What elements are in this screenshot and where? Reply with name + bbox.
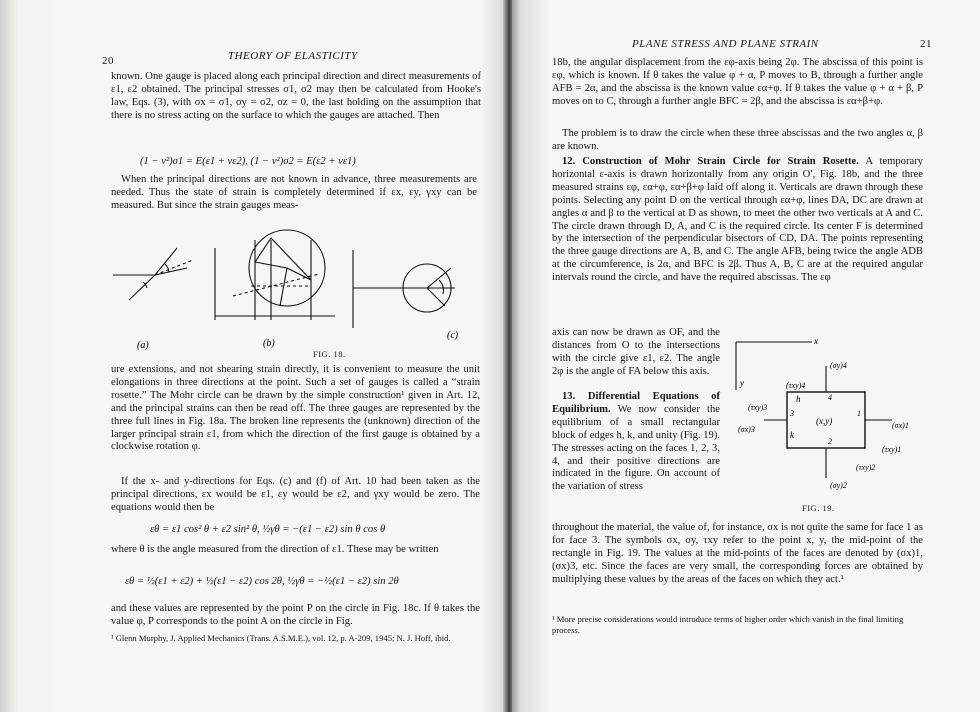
right-page-number: 21 xyxy=(920,38,932,50)
fig19-sx3: (σx)3 xyxy=(738,425,755,434)
right-paragraph-6: throughout the material, the value of, for instance, σx is not quite the same for face 1 as for face 3. The symbols σx, σy, τxy refer to the point x, y, the mid-point of the rectangle in Fig. 19. The values at the mid-points of the faces are denoted by (σx)1, (σx)3, etc. Since the faces are very small, the corresponding forces are obtained by multiplying these values by the areas of the faces on which they act.¹ xyxy=(552,522,923,585)
left-paragraph-6: and these values are represented by the point P on the circle in Fig. 18c. If θ takes the value φ, P corresponds to the point A on the circle in Fig. xyxy=(111,603,480,627)
right-paragraph-1: 18b, the angular displacement from the εφ-axis being 2φ. The abscissa of this point is εφ, which is known. If θ takes the value φ + α, P moves to B, through a further angle AFB = 2α, and the abscissa is the known value εα+φ. If θ takes the value φ + α + β, P moves on to C, through a further angle BFC = 2β, and the abscissa is εα+β+φ. xyxy=(552,57,923,107)
figure-18-caption: FIG. 18. xyxy=(313,349,346,359)
fig19-y-label: y xyxy=(740,378,744,388)
fig19-txy2: (τxy)2 xyxy=(856,463,876,472)
section-12-title: 12. Construction of Mohr Strain Circle for Strain Rosette. xyxy=(562,156,859,167)
figure-18b-construction xyxy=(215,230,335,320)
left-equation-2: εθ = ε1 cos² θ + ε2 sin² θ, ½γθ = −(ε1 − ε2) sin θ cos θ xyxy=(150,524,386,535)
fig19-txy3: (τxy)3 xyxy=(748,403,768,412)
fig19-face-1: 1 xyxy=(857,409,861,418)
figure-19-caption: FIG. 19. xyxy=(802,503,835,513)
fig19-sx1: (σx)1 xyxy=(892,421,909,430)
left-running-head: THEORY OF ELASTICITY xyxy=(228,50,358,62)
fig19-txy1: (τxy)1 xyxy=(882,445,902,454)
left-paragraph-4: If the x- and y-directions for Eqs. (c) and (f) of Art. 10 had been taken as the principal directions, εx would be ε1, εy would be ε2, and γxy would be zero. The equations would then be xyxy=(111,476,480,513)
fig19-h-label: h xyxy=(796,394,801,404)
fig19-txy4: (τxy)4 xyxy=(786,381,806,390)
left-page-number: 20 xyxy=(102,55,114,67)
section-12-text: A temporary horizontal ε-axis is drawn horizontally from any origin O′, Fig. 18b, and the three measured strains εφ, εα+φ, εα+β+φ laid off along it. Verticals are drawn through these points. Selecting any point D on the vertical through εα+φ, lines DA, DC are drawn at angles α and β to the vertical at D as shown, to meet the other two verticals at A and C. The circle drawn through D, A, and C is the required circle. Its center F is determined by the intersection of the perpendicular bisectors of CD, DA. The points representing the three gauge directions are A, B, and C. The angle AFB, being twice the angle ADB at the circumference, is 2α, and BFC is 2β. Thus A, B, C are at the required angular intervals round the circle, and have the required abscissas. The εφ xyxy=(552,156,924,284)
fig19-face-3: 3 xyxy=(790,409,794,418)
figure-18c-label: (c) xyxy=(447,330,459,341)
right-section-13 xyxy=(552,391,720,494)
fig19-k-label: k xyxy=(790,430,794,440)
right-paragraph-4: axis can now be drawn as OF, and the distances from O to the intersections with the circle give ε1, ε2. The angle 2φ is the angle of FA below this axis. xyxy=(552,327,720,377)
fig19-sy2: (σy)2 xyxy=(830,481,847,490)
fig19-face-4: 4 xyxy=(828,393,832,402)
left-equation-3: εθ = ½(ε1 + ε2) + ½(ε1 − ε2) cos 2θ, ½γθ = −½(ε1 − ε2) sin 2θ xyxy=(125,576,399,587)
right-running-head: PLANE STRESS AND PLANE STRAIN xyxy=(632,38,819,50)
right-section-12 xyxy=(552,156,923,285)
left-paragraph-1: known. One gauge is placed along each principal direction and direct measurements of ε1, ε2 obtained. The principal stresses σ1, σ2 may then be calculated from Hooke's law, Eqs. (3), with σx = σ1, σy = σ2, σz = 0, the last holding on the assumption that there is no stress acting on the surface to which the gauges are attached. Then xyxy=(111,71,481,121)
fig19-sy4: (σy)4 xyxy=(830,361,847,370)
right-page xyxy=(512,0,980,712)
left-paragraph-3: ure extensions, and not shearing strain directly, it is convenient to measure the unit elongations in three directions at the point. Such a set of gauges is called a “strain rosette.” The Mohr circle can be drawn by the simple construction¹ given in Art. 12, and the principal strains can then be read off. The three gauges are represented by the three full lines in Fig. 18a. The broken line represents the (unknown) direction of the larger principal strain ε1, from which the direction of the first gauge is obtained by a clockwise rotation φ. xyxy=(111,364,480,453)
right-paragraph-2: The problem is to draw the circle when these three abscissas and the two angles α, β are known. xyxy=(552,128,923,152)
figure-18 xyxy=(105,220,495,350)
section-13-text: We now consider the equilibrium of a small rectangular block of edges h, k, and unity (Fig. 19). The stresses acting on the faces 1, 2, 3, 4, and their positive directions are indicated in the figure. On account of the variation of stress xyxy=(552,403,720,493)
figure-18c-mohr-circle xyxy=(353,250,455,328)
left-paragraph-2: When the principal directions are not known in advance, three measurements are needed. Thus the state of strain is completely determined if εx, εy, γxy can be measured. But since the strain gauges meas- xyxy=(111,174,477,211)
left-equation-1: (1 − ν²)σ1 = E(ε1 + νε2), (1 − ν²)σ2 = E(ε2 + νε1) xyxy=(140,156,356,167)
figure-18b-label: (b) xyxy=(263,338,275,349)
figure-18a-rosette xyxy=(113,248,193,300)
right-footnote: ¹ More precise considerations would introduce terms of higher order which vanish in the final limiting process. xyxy=(552,614,904,635)
fig19-center-label: (x,y) xyxy=(816,416,833,426)
fig19-x-label: x xyxy=(814,336,818,346)
figure-19 xyxy=(732,330,932,510)
left-paragraph-5: where θ is the angle measured from the direction of ε1. These may be written xyxy=(111,544,439,555)
left-footnote: ¹ Glenn Murphy, J. Applied Mechanics (Trans. A.S.M.E.), vol. 12, p. A-209, 1945; N. J. Hoff, ibid. xyxy=(111,633,451,643)
figure-18a-label: (a) xyxy=(137,340,149,351)
section-13-title: 13. Differential Equations of Equilibrium. xyxy=(552,391,720,415)
fig19-face-2: 2 xyxy=(828,437,832,446)
